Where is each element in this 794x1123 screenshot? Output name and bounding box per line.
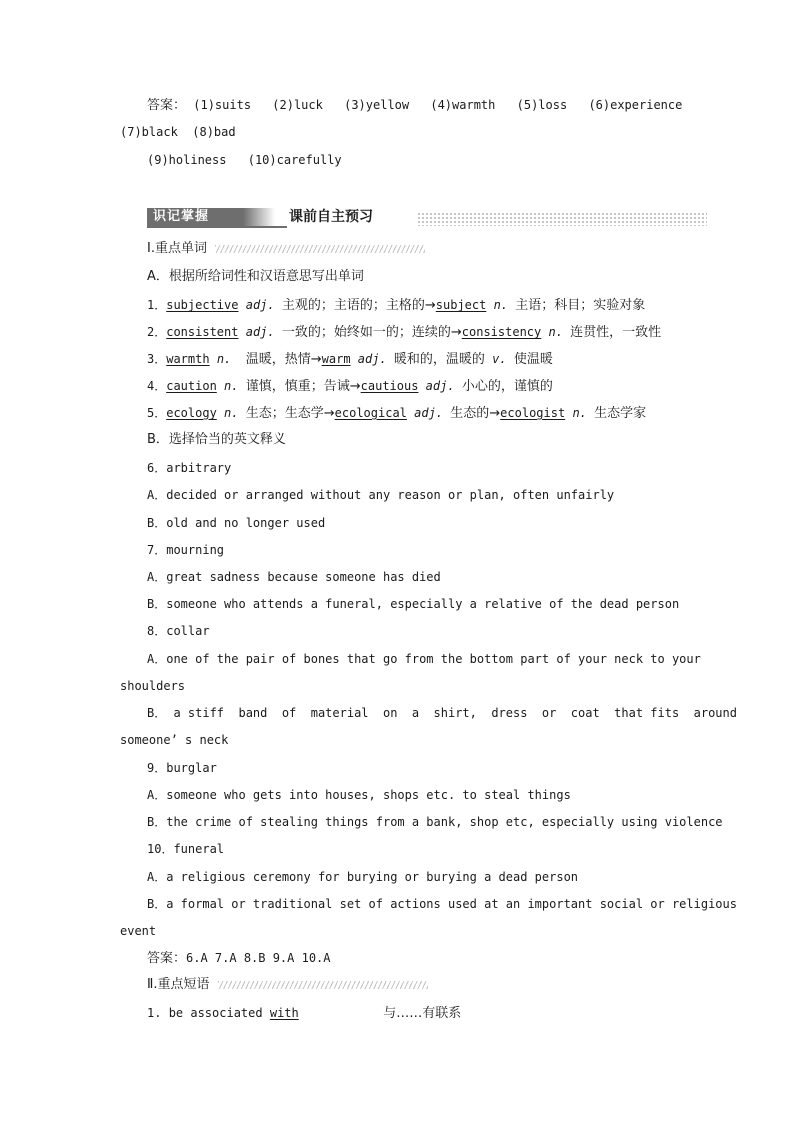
answer-word: consistent: [166, 325, 239, 339]
answer-key-text: 6.A 7.A 8.B 9.A 10.A: [186, 951, 331, 965]
meaning: 生态学家: [594, 406, 647, 421]
word-item-3: [147, 350, 553, 369]
option-a: A．great sadness because someone has died: [147, 570, 441, 584]
option-a: A．one of the pair of bones that go from the bottom part of your neck to your: [147, 652, 701, 666]
answer-word: caution: [166, 379, 217, 393]
answer-item: (4)warmth: [430, 98, 496, 112]
answer-word: subjective: [166, 298, 239, 312]
banner-ramp-decoration: [235, 208, 275, 226]
answer-word: ecological: [334, 406, 407, 420]
meaning: 一致的；始终如一的；连续的→: [281, 325, 462, 340]
answer-item: (1)suits: [193, 98, 252, 112]
option-a: A．decided or arranged without any reason or plan, often unfairly: [147, 488, 615, 502]
item-number: 3．: [147, 352, 167, 366]
word-item-2: [147, 323, 661, 342]
word-item-5: [147, 404, 646, 423]
part-of-speech: n.: [216, 352, 232, 366]
phrase-blank-answer: with: [269, 1006, 299, 1020]
part-of-speech: adj.: [245, 325, 275, 339]
answer-word: cautious: [360, 379, 419, 393]
option-b: B．old and no longer used: [147, 516, 326, 530]
item-number: 1.: [147, 1006, 162, 1020]
item-number: 1．: [147, 298, 167, 312]
hatch-decoration: [218, 981, 428, 989]
meaning: 使温暖: [513, 352, 553, 367]
question-head: 6．arbitrary: [147, 461, 232, 475]
part-of-speech: n.: [493, 298, 509, 312]
part-of-speech: v.: [492, 352, 507, 366]
answer-key: [147, 949, 331, 968]
option-a: A．someone who gets into houses, shops etc. to steal things: [147, 788, 571, 802]
option-b: B．the crime of stealing things from a bank, shop etc, especially using violence: [147, 815, 723, 829]
option-b: B． a stiff band of material on a shirt, dress or coat that fits around: [147, 706, 737, 720]
answer-line-2: [120, 123, 236, 141]
answer-word: ecology: [166, 406, 217, 420]
answer-line-1: [147, 96, 682, 115]
option-b: B．someone who attends a funeral, especially a relative of the dead person: [147, 597, 680, 611]
item-number: 5．: [147, 406, 167, 420]
answer-item: (7)black: [120, 125, 178, 139]
part-b-title: B．选择恰当的英文释义: [147, 432, 286, 447]
meaning: 小心的，谨慎的: [461, 379, 553, 394]
banner-dots-decoration: [417, 212, 707, 226]
answer-item: (5)loss: [516, 98, 568, 112]
answer-label: 答案：: [147, 98, 187, 113]
option-b: B．a formal or traditional set of actions used at an important social or religious: [147, 897, 737, 911]
part-of-speech: n.: [224, 379, 239, 393]
meaning: 主语；科目；实验对象: [515, 298, 646, 313]
option-b-continued: someone’ s neck: [120, 733, 229, 747]
option-b-continued: event: [120, 924, 157, 938]
answer-item: (3)yellow: [344, 98, 410, 112]
meaning: 主观的；主语的；主格的→: [281, 298, 436, 313]
question-head: 10．funeral: [147, 842, 225, 856]
answer-item: (9)holiness: [147, 153, 227, 167]
answer-word: ecologist: [500, 406, 566, 420]
meaning: 生态的→: [450, 406, 501, 421]
section-title-text: Ⅱ.重点短语: [147, 977, 210, 992]
meaning: 温暖，热情→: [245, 352, 322, 367]
phrase-text: be associated: [168, 1006, 263, 1020]
item-number: 2．: [147, 325, 167, 339]
answer-word: consistency: [461, 325, 542, 339]
word-item-4: [147, 377, 553, 396]
meaning: 谨慎，慎重；告诫→: [245, 379, 361, 394]
section-title-phrases: [147, 976, 428, 994]
question-head: 8．collar: [147, 624, 210, 638]
answer-label: 答案：: [147, 951, 187, 966]
phrase-item-1: [147, 1004, 461, 1023]
part-of-speech: adj.: [357, 352, 387, 366]
item-number: 4．: [147, 379, 167, 393]
part-of-speech: n.: [548, 325, 563, 339]
banner-title: 课前自主预习: [289, 209, 373, 225]
part-of-speech: adj.: [245, 298, 275, 312]
meaning: 暖和的，温暖的: [393, 352, 485, 367]
part-of-speech: n.: [572, 406, 587, 420]
section-title-words: [147, 240, 425, 258]
option-a-continued: shoulders: [120, 679, 186, 693]
answer-word: warmth: [166, 352, 210, 366]
part-of-speech: adj.: [425, 379, 455, 393]
part-of-speech: adj.: [414, 406, 444, 420]
answer-item: (10)carefully: [247, 153, 342, 167]
meaning: 连贯性，一致性: [570, 325, 662, 340]
option-a: A．a religious ceremony for burying or burying a dead person: [147, 870, 579, 884]
question-head: 9．burglar: [147, 761, 217, 775]
banner-tag: 识记掌握: [147, 208, 239, 226]
part-of-speech: n.: [224, 406, 239, 420]
banner-underline-decoration: [147, 226, 287, 228]
phrase-meaning: 与……有联系: [383, 1006, 462, 1021]
part-a-title: A．根据所给词性和汉语意思写出单词: [147, 269, 364, 284]
question-head: 7．mourning: [147, 543, 225, 557]
section-title-text: Ⅰ.重点单词: [147, 241, 207, 256]
answer-line-3: [147, 151, 342, 169]
answer-word: subject: [435, 298, 487, 312]
answer-item: (6)experience: [588, 98, 683, 112]
section-banner: [147, 206, 707, 230]
answer-word: warm: [321, 352, 351, 366]
hatch-decoration: [215, 245, 425, 253]
answer-item: (8)bad: [192, 125, 236, 139]
word-item-1: [147, 296, 645, 315]
answer-item: (2)luck: [272, 98, 323, 112]
meaning: 生态；生态学→: [245, 406, 335, 421]
